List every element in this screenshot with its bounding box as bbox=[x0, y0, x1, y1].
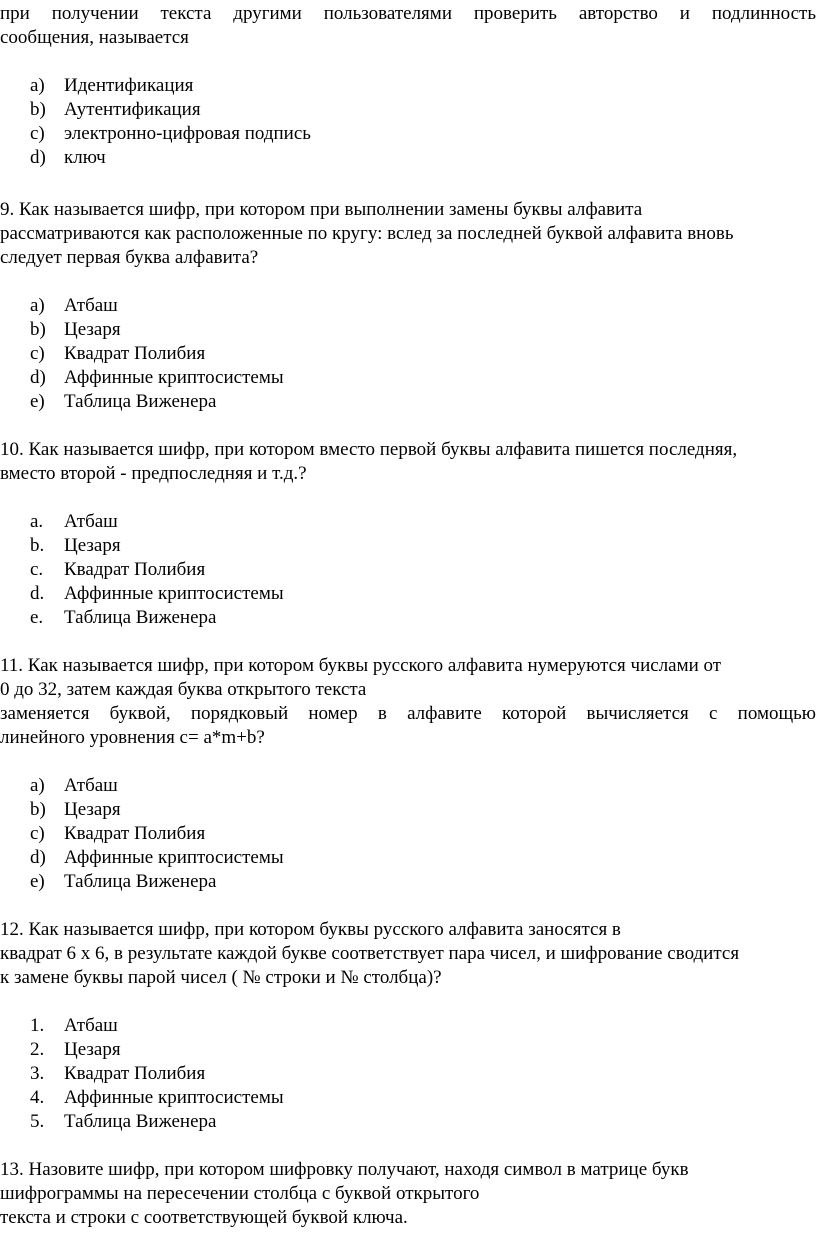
option-marker: a. bbox=[30, 511, 44, 532]
q11-text-line-4: линейного уровнения c= a*m+b? bbox=[0, 727, 265, 748]
q10-text-line-2: вместо второй - предпоследняя и т.д.? bbox=[0, 463, 307, 484]
option-marker: 2. bbox=[30, 1039, 45, 1060]
q13-text-line-3: текста и строки с соответствующей буквой ключа. bbox=[0, 1207, 408, 1228]
q10-text-line-1: 10. Как называется шифр, при котором вместо первой буквы алфавита пишется последняя, bbox=[0, 439, 738, 460]
option-text: Аффинные криптосистемы bbox=[64, 847, 284, 868]
option-text: Цезаря bbox=[64, 1039, 121, 1060]
option-marker: d) bbox=[30, 367, 46, 388]
option-text: Аффинные криптосистемы bbox=[64, 367, 284, 388]
q9-text-line-3: следует первая буква алфавита? bbox=[0, 247, 259, 268]
option-marker: d. bbox=[30, 583, 45, 604]
option-text: Таблица Виженера bbox=[64, 607, 217, 628]
option-marker: c) bbox=[30, 343, 45, 364]
option-text: Квадрат Полибия bbox=[64, 1063, 206, 1084]
option-marker: c. bbox=[30, 559, 44, 580]
q9-text-line-2: рассматриваются как расположенные по кругу: вслед за последней буквой алфавита вновь bbox=[0, 223, 734, 244]
option-text: Аффинные криптосистемы bbox=[64, 583, 284, 604]
option-text: Цезаря bbox=[64, 535, 121, 556]
q13-text-line-1: 13. Назовите шифр, при котором шифровку получают, находя символ в матрице букв bbox=[0, 1159, 689, 1180]
q11-text-line-3: заменяется буквой, порядковый номер в алфавите которой вычисляется с помощью bbox=[0, 703, 816, 724]
option-text: Квадрат Полибия bbox=[64, 559, 206, 580]
q12-text-line-3: к замене буквы парой чисел ( № строки и № столбца)? bbox=[0, 967, 442, 988]
option-marker: 5. bbox=[30, 1111, 45, 1132]
option-text: Таблица Виженера bbox=[64, 391, 217, 412]
q13-text-line-2: шифрограммы на пересечении столбца с буквой открытого bbox=[0, 1183, 480, 1204]
option-text: Аффинные криптосистемы bbox=[64, 1087, 284, 1108]
option-text: Идентификация bbox=[64, 75, 194, 96]
option-marker: a) bbox=[30, 75, 45, 96]
option-marker: d) bbox=[30, 147, 46, 168]
q8-text-line-2: сообщения, называется bbox=[0, 27, 189, 48]
option-text: Атбаш bbox=[64, 511, 118, 532]
option-marker: b) bbox=[30, 799, 46, 820]
option-marker: e) bbox=[30, 871, 45, 892]
option-text: электронно-цифровая подпись bbox=[64, 123, 311, 144]
q11-text-line-2: 0 до 32, затем каждая буква открытого текста bbox=[0, 679, 367, 700]
option-text: Атбаш bbox=[64, 295, 118, 316]
option-marker: e. bbox=[30, 607, 44, 628]
q8-text-line-1: при получении текста другими пользователями проверить авторство и подлинность bbox=[0, 3, 816, 24]
option-text: Квадрат Полибия bbox=[64, 343, 206, 364]
option-text: Цезаря bbox=[64, 319, 121, 340]
option-marker: a) bbox=[30, 295, 45, 316]
option-text: Аутентификация bbox=[64, 99, 201, 120]
option-text: Цезаря bbox=[64, 799, 121, 820]
option-text: Атбаш bbox=[64, 775, 118, 796]
option-marker: b) bbox=[30, 319, 46, 340]
option-marker: d) bbox=[30, 847, 46, 868]
option-text: Квадрат Полибия bbox=[64, 823, 206, 844]
option-text: Таблица Виженера bbox=[64, 871, 217, 892]
q9-text-line-1: 9. Как называется шифр, при котором при выполнении замены буквы алфавита bbox=[0, 199, 643, 220]
q12-text-line-1: 12. Как называется шифр, при котором буквы русского алфавита заносятся в bbox=[0, 919, 621, 940]
option-marker: c) bbox=[30, 823, 45, 844]
option-marker: b) bbox=[30, 99, 46, 120]
option-marker: 1. bbox=[30, 1015, 45, 1036]
option-marker: 3. bbox=[30, 1063, 45, 1084]
option-marker: 4. bbox=[30, 1087, 45, 1108]
option-marker: c) bbox=[30, 123, 45, 144]
q12-text-line-2: квадрат 6 х 6, в результате каждой букве соответствует пара чисел, и шифрование сводится bbox=[0, 943, 740, 964]
option-marker: b. bbox=[30, 535, 45, 556]
q11-text-line-1: 11. Как называется шифр, при котором буквы русского алфавита нумеруются числами от bbox=[0, 655, 722, 676]
option-text: Атбаш bbox=[64, 1015, 118, 1036]
option-marker: e) bbox=[30, 391, 45, 412]
option-text: Таблица Виженера bbox=[64, 1111, 217, 1132]
option-marker: a) bbox=[30, 775, 45, 796]
option-text: ключ bbox=[64, 147, 106, 168]
